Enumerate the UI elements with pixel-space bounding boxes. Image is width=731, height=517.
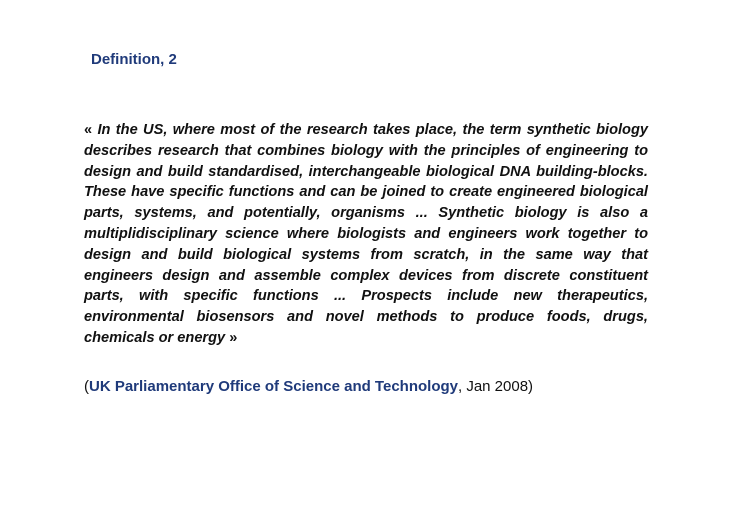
quote-close-mark: » [229,329,238,346]
quote-text: In the US, where most of the research takes place, the term synthetic biology describes research that combines biology with the principles of engineering to design and build standardised, interchangeable biological DNA building-blocks. These have specific functions and can be joined to create engineered biological parts, systems, and potentially, organisms ... Synthetic biology is also a multiplidisciplinary science where biologists and engineers work together to design and build biological systems from scratch, in the same way that engineers design and assemble complex devices from discrete constituent parts, with specific functions ... Prospects include new therapeutics, environmental biosensors and novel methods to produce foods, drugs, chemicals or energy [84,122,648,346]
citation-source: UK Parliamentary Office of Science and Technology [89,378,458,395]
quote-open-mark: « [84,122,93,138]
citation-open-paren: ( [84,378,89,395]
citation-date: , Jan 2008) [458,378,534,395]
definition-quote [84,120,648,349]
slide-title: Definition, 2 [91,51,177,68]
citation [84,378,533,395]
